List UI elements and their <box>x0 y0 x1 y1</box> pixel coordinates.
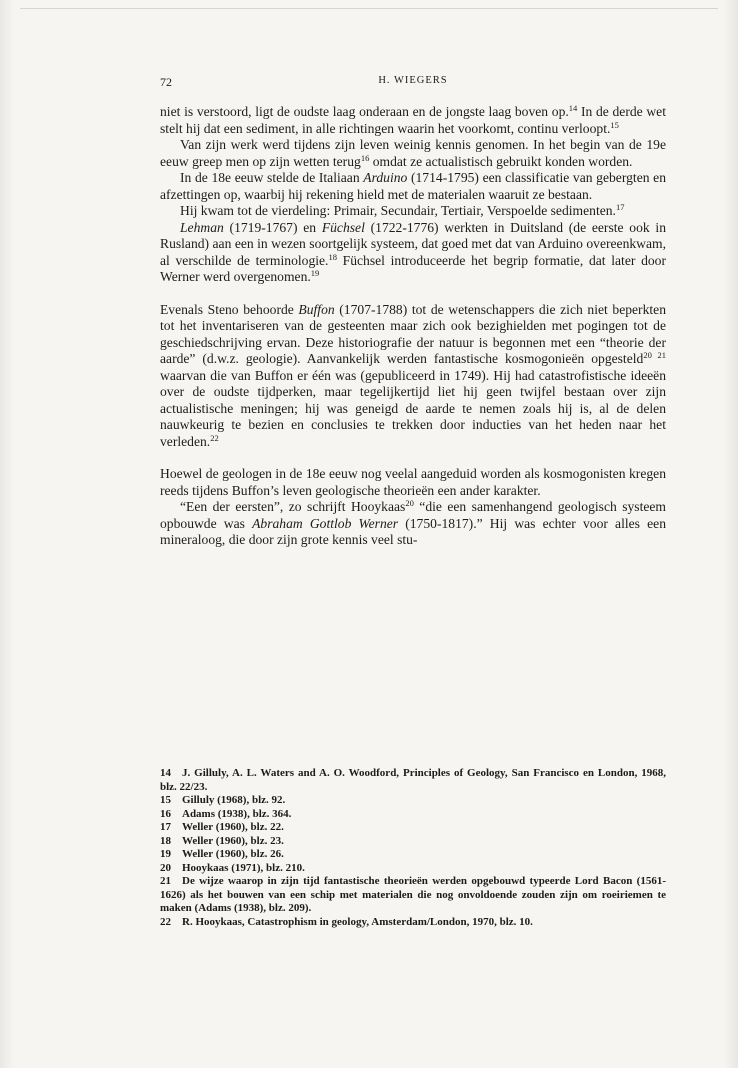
paragraph: Evenals Steno behoorde Buffon (1707-1788) tot de wetenschappers die zich niet beperkten tot het inventariseren van de gesteenten maar zich ook bezighielden met pogingen tot de geschiedschrijving ervan. Deze historiografie der natuur is begonnen met een “theorie der aarde” (d.w.z. geologie). Aanvankelijk werden fantastische kosmogonieën opgesteld$^{20 21}$ waarvan die van Buffon er één was (gepubliceerd in 1749). Hij had catastrofistische ideeën over de oudste tijdperken, maar tegelijkertijd liet hij geen twijfel bestaan over zijn actualistische meningen; hij was geneigd de aarde te nemen zoals hij is, al de delen nauwkeurig te bezien en conclusies te trekken door inducties van het heden naar het verleden.$^{22}$ <box>160 301 666 449</box>
footnote-number: 21 <box>160 875 171 887</box>
footnote-number: 14 <box>160 767 171 779</box>
scan-edge-line <box>20 8 718 9</box>
footnote-number: 19 <box>160 848 171 860</box>
footnote-ref: 15 <box>610 119 619 130</box>
footnote-number: 18 <box>160 834 171 847</box>
paragraph: Lehman (1719-1767) en Füchsel (1722-1776) werkten in Duitsland (de eerste ook in Rusland) aan een in wezen soortgelijk systeem, dat goed met dat van Arduino overeenkwam, al verschilde de terminologie.$^{18}$ Füchsel introduceerde het begrip formatie, dat later door Werner werd overgenomen.$^{19}$ <box>160 219 667 284</box>
footnote-number: 22 <box>160 915 171 928</box>
footnote: 22 R. Hooykaas, Catastrophism in geology, Amsterdam/London, 1970, blz. 10. <box>160 915 533 928</box>
footnote-number: 16 <box>160 807 171 820</box>
page-number: 72 <box>160 75 172 89</box>
running-head-author: H. WIEGERS <box>378 75 448 86</box>
paragraph: Hij kwam tot de vierdeling: Primair, Secundair, Tertiair, Verspoelde sedimenten.$^{17}$ <box>180 202 625 218</box>
italic-name: Buffon <box>298 301 335 317</box>
footnote-ref: 16 <box>360 152 370 163</box>
footnote: 19 Weller (1960), blz. 26. <box>160 848 284 860</box>
footnote: 17 Weller (1960), blz. 22. <box>160 821 284 833</box>
paragraph: Van zijn werk werd tijdens zijn leven weinig kennis genomen. In het begin van de 19e eeuw greep men op zijn wetten terug$^{16}$ omdat ze actualistisch gebruikt konden worden. <box>160 137 666 169</box>
footnote: 20 Hooykaas (1971), blz. 210. <box>160 861 305 874</box>
footnote: 15 Gilluly (1968), blz. 92. <box>160 794 286 806</box>
footnote-number: 17 <box>160 821 171 833</box>
footnote-ref: 17 <box>615 202 625 212</box>
paragraph: In de 18e eeuw stelde de Italiaan Arduino (1714-1795) een classificatie van gebergten en afzettingen op, waarbij hij rekening hield met de materialen waaruit ze bestaan. <box>160 170 666 202</box>
footnote-ref: 14 <box>568 103 578 113</box>
italic-name: Abraham Gottlob Werner <box>252 515 399 531</box>
footnote-ref: 22 <box>210 432 219 443</box>
footnote: 18 Weller (1960), blz. 23. <box>160 834 284 847</box>
footnote: 21 De wijze waarop in zijn tijd fantastische theorieën werden opgebouwd typeerde Lord Bacon (1561-1626) als het bouwen van een schip met materialen die nog onvoldoende zouden zijn om roeiriemen te maken (Adams (1938), blz. 209). <box>160 875 666 914</box>
italic-name: Lehman <box>180 219 224 235</box>
footnote: 14 J. Gilluly, A. L. Waters and A. O. Woodford, Principles of Geology, San Francisco en London, 1968, blz. 22/23. <box>160 767 666 793</box>
footnote-ref: 19 <box>310 268 320 278</box>
footnote-ref: 18 <box>328 251 337 262</box>
paragraph: “Een der eersten”, zo schrijft Hooykaas$^{20}$ “die een samenhangend geologisch systeem opbouwde was Abraham Gottlob Werner (1750-1817).” Hij was echter voor alles een mineraloog, die door zijn grote kennis veel stu- <box>160 498 667 547</box>
footnote-number: 20 <box>160 861 171 874</box>
running-header <box>160 75 666 91</box>
footnote-ref: 20 21 <box>643 350 666 360</box>
paragraph: Hoewel de geologen in de 18e eeuw nog veelal aangeduid worden als kosmogonisten kregen reeds tijdens Buffon’s leven geologische theorieën een ander karakter. <box>160 466 666 498</box>
italic-name: Arduino <box>363 170 408 185</box>
body-text <box>160 104 666 549</box>
footnote: 16 Adams (1938), blz. 364. <box>160 807 292 820</box>
paragraph: niet is verstoord, ligt de oudste laag onderaan en de jongste laag boven op.$^{14}$ In de derde wet stelt hij dat een sediment, in alle richtingen waarin het voorkomt, continu verloopt.$^{15}$ <box>160 103 666 136</box>
footnote-ref: 20 <box>405 498 414 508</box>
italic-name: Füchsel <box>321 219 365 235</box>
footnotes <box>160 767 666 929</box>
footnote-number: 15 <box>160 794 171 806</box>
